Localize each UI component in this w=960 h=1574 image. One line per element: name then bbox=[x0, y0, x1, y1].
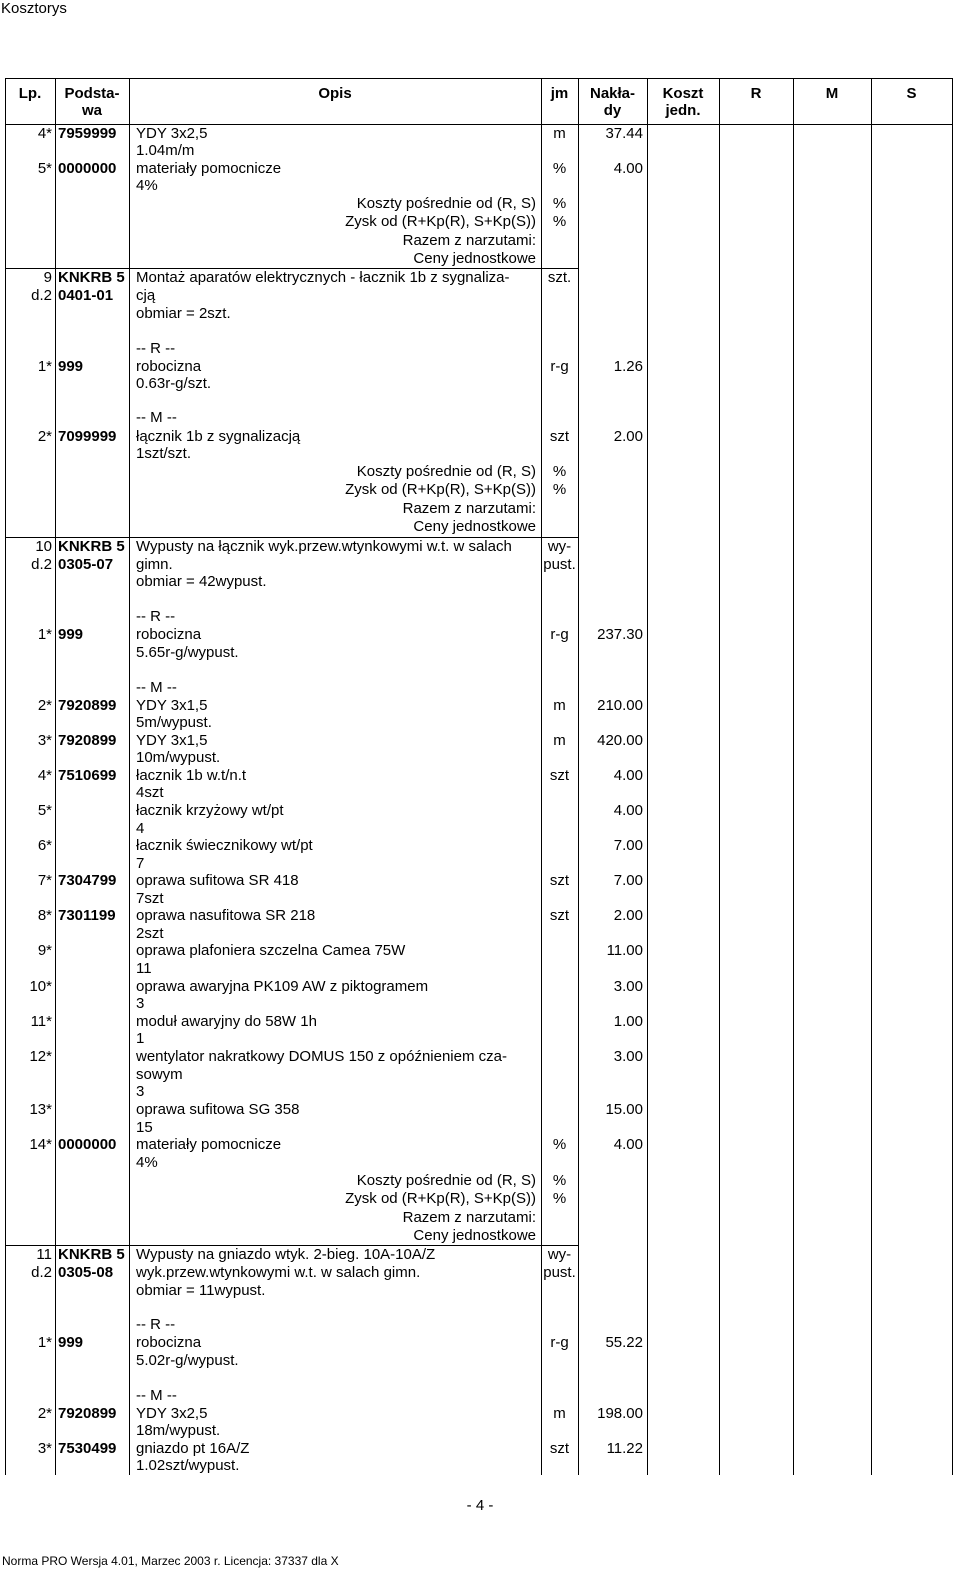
position-section: d.2 bbox=[31, 1264, 52, 1281]
row-norm: 18m/wypust. bbox=[136, 1422, 221, 1439]
row-lp: 7* bbox=[37, 872, 52, 889]
position-basis: KNKRB 5 bbox=[58, 1246, 125, 1263]
page-number: - 4 - bbox=[466, 1497, 494, 1514]
row-unit: szt bbox=[549, 428, 570, 445]
row-quantity: 237.30 bbox=[597, 626, 643, 643]
row-code: 7530499 bbox=[58, 1440, 117, 1457]
summary-overhead: Koszty pośrednie od (R, S) bbox=[356, 463, 536, 480]
summary-profit: Zysk od (R+Kp(R), S+Kp(S)) bbox=[345, 481, 536, 498]
row-description: oprawa awaryjna PK109 AW z piktogramem bbox=[136, 978, 429, 995]
position-unit: wy- bbox=[547, 538, 572, 555]
row-lp: 4* bbox=[37, 767, 52, 784]
row-description: wentylator nakratkowy DOMUS 150 z opóźnieniem cza- bbox=[136, 1048, 507, 1065]
row-norm: 0.63r-g/szt. bbox=[136, 375, 212, 392]
row-lp: 1* bbox=[37, 626, 52, 643]
row-code: 0000000 bbox=[58, 1136, 117, 1153]
row-description: materiały pomocnicze bbox=[136, 1136, 282, 1153]
summary-unit: % bbox=[552, 1190, 567, 1207]
position-description-cont: cją bbox=[136, 287, 156, 304]
header-s: S bbox=[906, 85, 917, 102]
row-norm: 7 bbox=[136, 855, 145, 872]
row-code: 999 bbox=[58, 626, 84, 643]
row-lp: 13* bbox=[29, 1101, 52, 1118]
footer-license: Norma PRO Wersja 4.01, Marzec 2003 r. Licencja: 37337 dla X bbox=[2, 1554, 339, 1568]
row-quantity: 4.00 bbox=[613, 802, 643, 819]
row-description: YDY 3x1,5 bbox=[136, 697, 208, 714]
row-quantity: 210.00 bbox=[597, 697, 643, 714]
row-lp: 2* bbox=[37, 1405, 52, 1422]
row-quantity: 2.00 bbox=[613, 428, 643, 445]
summary-total: Razem z narzutami: bbox=[402, 500, 536, 517]
row-unit: m bbox=[553, 1405, 566, 1422]
row-description: robocizna bbox=[136, 1334, 202, 1351]
row-description: gniazdo pt 16A/Z bbox=[136, 1440, 250, 1457]
position-unit: wy- bbox=[547, 1246, 572, 1263]
row-unit: % bbox=[552, 1136, 567, 1153]
position-basis: KNKRB 5 bbox=[58, 538, 125, 555]
row-description: YDY 3x1,5 bbox=[136, 732, 208, 749]
summary-unit: % bbox=[552, 1172, 567, 1189]
position-number: 9 bbox=[43, 269, 52, 286]
row-unit: szt bbox=[549, 767, 570, 784]
col-border-1 bbox=[55, 78, 56, 1475]
header-naklady-2: dy bbox=[603, 102, 622, 119]
row-norm: 10m/wypust. bbox=[136, 749, 221, 766]
summary-total: Razem z narzutami: bbox=[402, 1209, 536, 1226]
row-lp: 9* bbox=[37, 942, 52, 959]
row-description: oprawa nasufitowa SR 218 bbox=[136, 907, 316, 924]
row-code: 0000000 bbox=[58, 160, 117, 177]
row-unit: szt bbox=[549, 872, 570, 889]
row-quantity: 55.22 bbox=[605, 1334, 643, 1351]
row-norm: 7szt bbox=[136, 890, 164, 907]
position-description: Wypusty na gniazdo wtyk. 2-bieg. 10A-10A/Z bbox=[136, 1246, 436, 1263]
summary-unit: % bbox=[552, 195, 567, 212]
header-naklady-1: Nakła- bbox=[589, 85, 636, 102]
row-quantity: 4.00 bbox=[613, 160, 643, 177]
row-unit: r-g bbox=[550, 358, 569, 375]
row-description: robocizna bbox=[136, 626, 202, 643]
row-code: 7304799 bbox=[58, 872, 117, 889]
row-norm: 1.04m/m bbox=[136, 142, 195, 159]
position-unit-cont: pust. bbox=[543, 556, 576, 573]
summary-unit: % bbox=[552, 481, 567, 498]
position-measure: obmiar = 42wypust. bbox=[136, 573, 267, 590]
row-quantity: 15.00 bbox=[605, 1101, 643, 1118]
row-lp: 5* bbox=[37, 802, 52, 819]
row-quantity: 7.00 bbox=[613, 837, 643, 854]
section-label-r: -- R -- bbox=[136, 608, 176, 625]
row-norm: 3 bbox=[136, 995, 145, 1012]
row-unit: m bbox=[553, 697, 566, 714]
row-quantity: 37.44 bbox=[605, 125, 643, 142]
row-description: łacznik 1b w.t/n.t bbox=[136, 767, 247, 784]
row-description: YDY 3x2,5 bbox=[136, 1405, 208, 1422]
row-quantity: 7.00 bbox=[613, 872, 643, 889]
row-unit: m bbox=[553, 732, 566, 749]
row-code: 7959999 bbox=[58, 125, 117, 142]
row-unit: szt bbox=[549, 907, 570, 924]
position-section: d.2 bbox=[31, 556, 52, 573]
row-norm: 4 bbox=[136, 820, 145, 837]
row-code: 7920899 bbox=[58, 1405, 117, 1422]
row-norm: 15 bbox=[136, 1119, 153, 1136]
row-code: 7099999 bbox=[58, 428, 117, 445]
header-m: M bbox=[825, 85, 839, 102]
row-norm: 1 bbox=[136, 1030, 145, 1047]
summary-unit-prices: Ceny jednostkowe bbox=[413, 1227, 536, 1244]
section-label-m: -- M -- bbox=[136, 1387, 177, 1404]
row-lp: 3* bbox=[37, 732, 52, 749]
row-description: oprawa plafoniera szczelna Camea 75W bbox=[136, 942, 406, 959]
col-border-5 bbox=[647, 78, 648, 1475]
position-number: 11 bbox=[36, 1246, 52, 1263]
row-description: łacznik krzyżowy wt/pt bbox=[136, 802, 284, 819]
row-lp: 8* bbox=[37, 907, 52, 924]
row-norm: 5m/wypust. bbox=[136, 714, 212, 731]
header-opis: Opis bbox=[318, 85, 352, 102]
position-basis: KNKRB 5 bbox=[58, 269, 125, 286]
row-norm: 4% bbox=[136, 177, 158, 194]
col-border-9 bbox=[952, 78, 953, 1475]
summary-unit: % bbox=[552, 463, 567, 480]
row-norm: 1szt/szt. bbox=[136, 445, 192, 462]
summary-unit-prices: Ceny jednostkowe bbox=[413, 250, 536, 267]
table-top-border bbox=[5, 78, 952, 79]
position-description: Montaż aparatów elektrycznych - łacznik 1b z sygnaliza- bbox=[136, 269, 510, 286]
row-quantity: 1.26 bbox=[613, 358, 643, 375]
row-description: moduł awaryjny do 58W 1h bbox=[136, 1013, 317, 1030]
row-lp: 1* bbox=[37, 358, 52, 375]
row-quantity: 2.00 bbox=[613, 907, 643, 924]
row-lp: 3* bbox=[37, 1440, 52, 1457]
row-description: robocizna bbox=[136, 358, 202, 375]
row-norm: 4% bbox=[136, 1154, 158, 1171]
position-description-cont: gimn. bbox=[136, 556, 173, 573]
row-quantity: 4.00 bbox=[613, 1136, 643, 1153]
position-section: d.2 bbox=[31, 287, 52, 304]
position-unit-cont: pust. bbox=[543, 1264, 576, 1281]
row-code: 999 bbox=[58, 1334, 84, 1351]
row-lp: 5* bbox=[37, 160, 52, 177]
row-quantity: 198.00 bbox=[597, 1405, 643, 1422]
summary-unit-prices: Ceny jednostkowe bbox=[413, 518, 536, 535]
row-code: 7920899 bbox=[58, 697, 117, 714]
row-description-cont: sowym bbox=[136, 1066, 183, 1083]
position-unit: szt. bbox=[547, 269, 572, 286]
row-norm: 11 bbox=[136, 960, 152, 977]
summary-overhead: Koszty pośrednie od (R, S) bbox=[356, 1172, 536, 1189]
row-norm: 5.65r-g/wypust. bbox=[136, 644, 239, 661]
row-description: łącznik 1b z sygnalizacją bbox=[136, 428, 301, 445]
row-description: oprawa sufitowa SR 418 bbox=[136, 872, 299, 889]
summary-overhead: Koszty pośrednie od (R, S) bbox=[356, 195, 536, 212]
header-podstawa-1: Podsta- bbox=[64, 85, 120, 102]
row-quantity: 11.00 bbox=[606, 942, 643, 959]
summary-profit: Zysk od (R+Kp(R), S+Kp(S)) bbox=[345, 1190, 536, 1207]
summary-total: Razem z narzutami: bbox=[402, 232, 536, 249]
header-jm: jm bbox=[550, 85, 569, 102]
section-label-r: -- R -- bbox=[136, 1316, 176, 1333]
row-quantity: 420.00 bbox=[597, 732, 643, 749]
row-lp: 1* bbox=[37, 1334, 52, 1351]
row-unit: szt bbox=[549, 1440, 570, 1457]
header-koszt-2: jedn. bbox=[665, 102, 701, 119]
col-border-8 bbox=[871, 78, 872, 1475]
row-quantity: 3.00 bbox=[613, 978, 643, 995]
position-description-cont: wyk.przew.wtynkowymi w.t. w salach gimn. bbox=[136, 1264, 421, 1281]
row-lp: 2* bbox=[37, 697, 52, 714]
row-quantity: 1.00 bbox=[613, 1013, 643, 1030]
position-basis-code: 0305-08 bbox=[58, 1264, 114, 1281]
header-r: R bbox=[750, 85, 762, 102]
position-basis-code: 0401-01 bbox=[58, 287, 114, 304]
summary-unit: % bbox=[552, 213, 567, 230]
position-description: Wypusty na łącznik wyk.przew.wtynkowymi w.t. w salach bbox=[136, 538, 512, 555]
row-norm: 4szt bbox=[136, 784, 164, 801]
position-measure: obmiar = 2szt. bbox=[136, 305, 231, 322]
header-podstawa-2: wa bbox=[81, 102, 102, 119]
section-label-r: -- R -- bbox=[136, 340, 176, 357]
header-koszt-1: Koszt bbox=[662, 85, 704, 102]
position-measure: obmiar = 11wypust. bbox=[136, 1282, 266, 1299]
row-lp: 10* bbox=[29, 978, 52, 995]
section-label-m: -- M -- bbox=[136, 409, 177, 426]
position-number: 10 bbox=[35, 538, 52, 555]
row-lp: 2* bbox=[37, 428, 52, 445]
row-description: łacznik świecznikowy wt/pt bbox=[136, 837, 313, 854]
row-lp: 11* bbox=[30, 1013, 52, 1030]
row-lp: 12* bbox=[29, 1048, 52, 1065]
row-lp: 4* bbox=[37, 125, 52, 142]
row-quantity: 11.22 bbox=[606, 1440, 643, 1457]
row-code: 7510699 bbox=[58, 767, 117, 784]
row-norm: 1.02szt/wypust. bbox=[136, 1457, 240, 1474]
col-border-7 bbox=[793, 78, 794, 1475]
row-unit: r-g bbox=[550, 626, 569, 643]
row-lp: 6* bbox=[37, 837, 52, 854]
header-lp: Lp. bbox=[18, 85, 42, 102]
row-unit: % bbox=[552, 160, 567, 177]
row-code: 999 bbox=[58, 358, 84, 375]
row-code: 7301199 bbox=[58, 907, 116, 924]
row-quantity: 3.00 bbox=[613, 1048, 643, 1065]
row-quantity: 4.00 bbox=[613, 767, 643, 784]
row-description: materiały pomocnicze bbox=[136, 160, 282, 177]
row-norm: 2szt bbox=[136, 925, 164, 942]
row-description: YDY 3x2,5 bbox=[136, 125, 208, 142]
document-title: Kosztorys bbox=[1, 0, 67, 17]
col-border-6 bbox=[719, 78, 720, 1475]
row-code: 7920899 bbox=[58, 732, 117, 749]
row-norm: 5.02r-g/wypust. bbox=[136, 1352, 239, 1369]
row-norm: 3 bbox=[136, 1083, 145, 1100]
row-description: oprawa sufitowa SG 358 bbox=[136, 1101, 300, 1118]
section-label-m: -- M -- bbox=[136, 679, 177, 696]
position-basis-code: 0305-07 bbox=[58, 556, 114, 573]
row-lp: 14* bbox=[29, 1136, 52, 1153]
row-unit: m bbox=[553, 125, 566, 142]
row-unit: r-g bbox=[550, 1334, 569, 1351]
summary-profit: Zysk od (R+Kp(R), S+Kp(S)) bbox=[345, 213, 536, 230]
col-border-2 bbox=[129, 78, 130, 1475]
